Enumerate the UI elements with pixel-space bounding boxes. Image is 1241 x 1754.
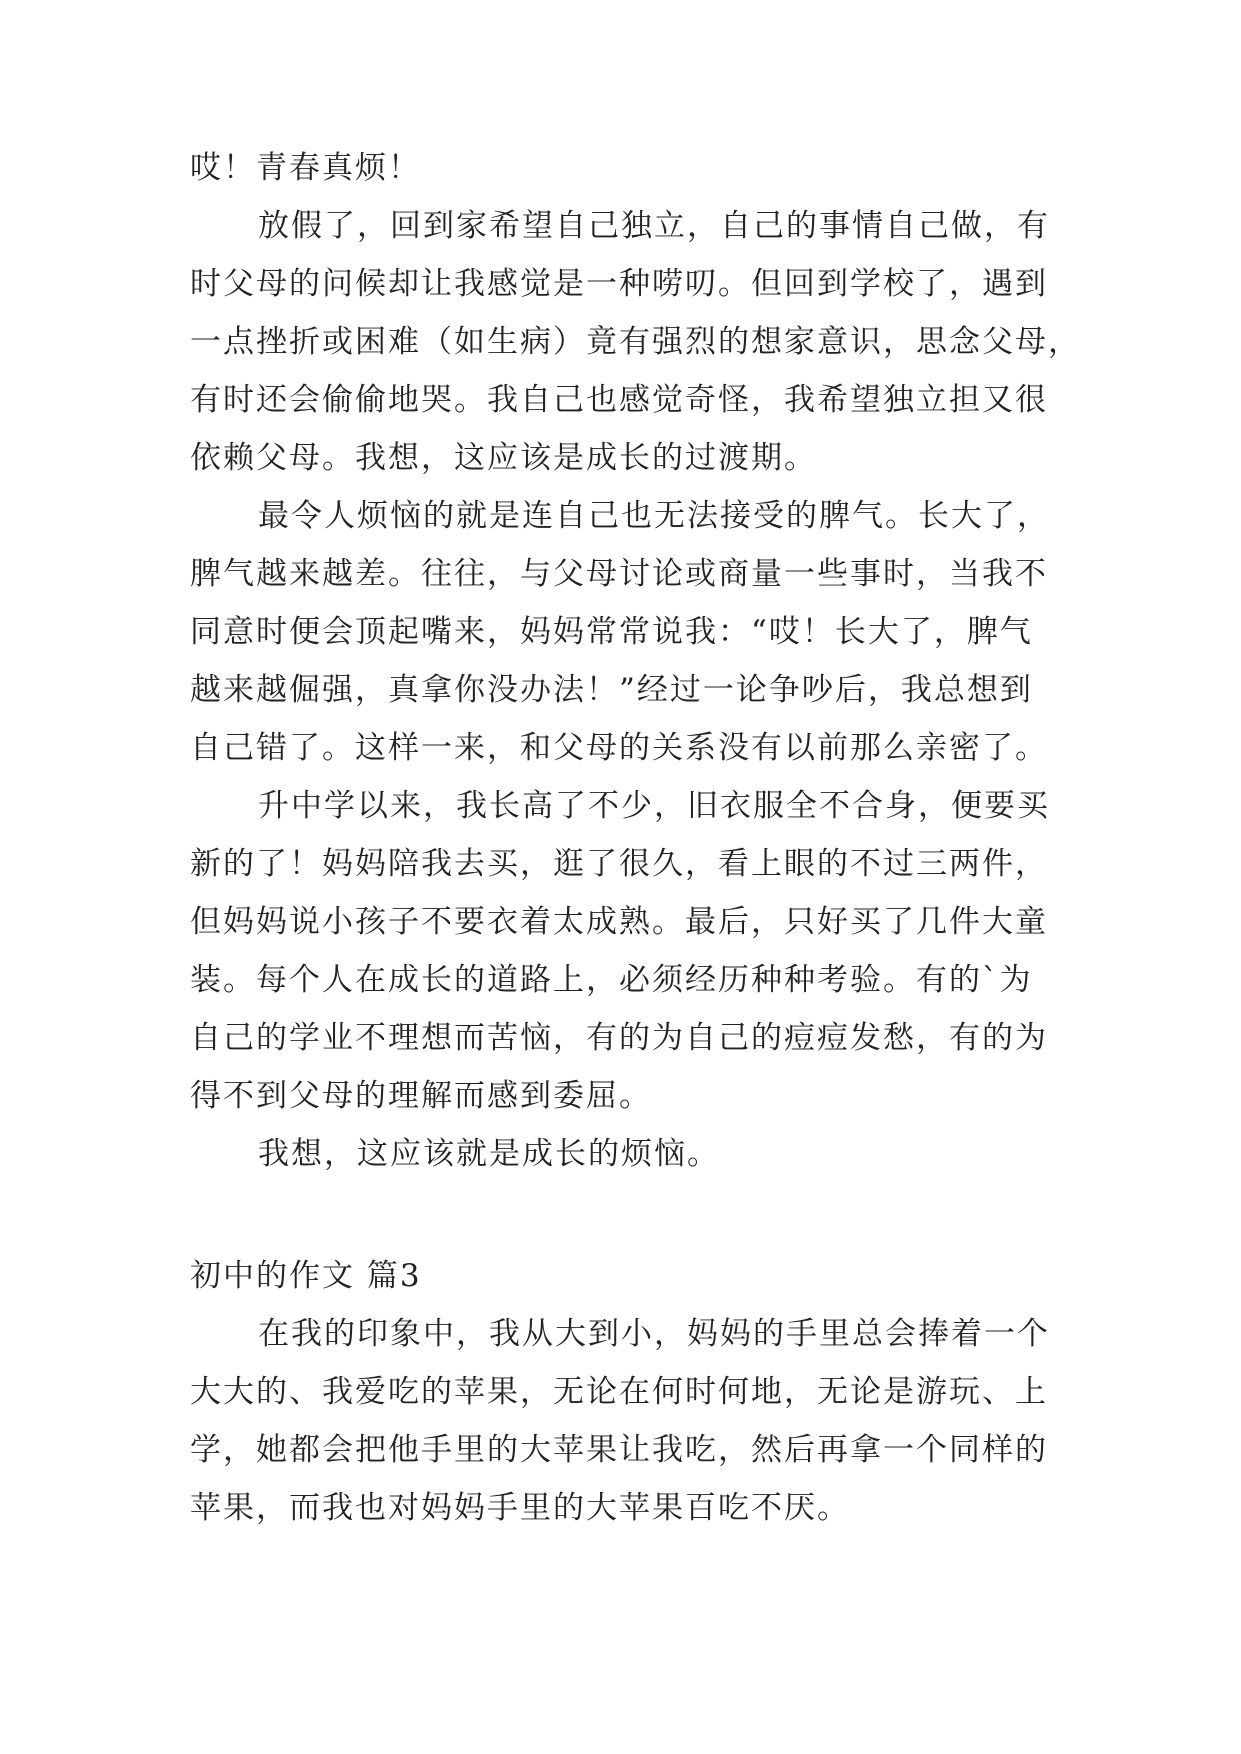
paragraph-3 [190,786,1060,1116]
paragraph-line: 有时还会偷偷地哭。我自己也感觉奇怪，我希望独立担又很 [190,382,1048,418]
paragraph-line: 苹果，而我也对妈妈手里的大苹果百吃不厌。 [190,1490,850,1526]
paragraph-line: 装。每个人在成长的道路上，必须经历种种考验。有的`为 [190,962,1033,998]
paragraph-line: 最令人烦恼的就是连自己也无法接受的脾气。长大了， [258,498,1050,534]
paragraph-line: 新的了！妈妈陪我去买，逛了很久，看上眼的不过三两件， [190,846,1048,882]
paragraph-line: 脾气越来越差。往往，与父母讨论或商量一些事时，当我不 [190,556,1048,592]
paragraph-1 [190,206,1081,478]
section-heading: 初中的作文 篇3 [190,1258,422,1294]
paragraph-line: 时父母的问候却让我感觉是一种唠叨。但回到学校了，遇到 [190,266,1048,302]
paragraph-line: 自己的学业不理想而苦恼，有的为自己的痘痘发愁，有的为 [190,1020,1048,1056]
closing-line: 哎！青春真烦！ [190,150,421,186]
paragraph-5 [190,1314,1060,1528]
paragraph-line: 放假了，回到家希望自己独立，自己的事情自己做，有 [258,208,1050,244]
paragraph-line: 学，她都会把他手里的大苹果让我吃，然后再拿一个同样的 [190,1432,1048,1468]
essay-section-2-heading-block [190,1256,1060,1296]
essay-section-1 [190,148,1060,188]
paragraph-line: 在我的印象中，我从大到小，妈妈的手里总会捧着一个 [258,1316,1050,1352]
paragraph-line: 依赖父母。我想，这应该是成长的过渡期。 [190,440,817,476]
paragraph-line: 一点挫折或困难（如生病）竟有强烈的想家意识，思念父母， [190,324,1081,360]
paragraph-line: 得不到父母的理解而感到委屈。 [190,1078,652,1114]
paragraph-line: 越来越倔强，真拿你没办法！”经过一论争吵后，我总想到 [190,672,1033,708]
paragraph-line: 升中学以来，我长高了不少，旧衣服全不合身，便要买 [258,788,1050,824]
paragraph-line: 我想，这应该就是成长的烦恼。 [258,1136,720,1172]
paragraph-line: 大大的、我爱吃的苹果，无论在何时何地，无论是游玩、上 [190,1374,1048,1410]
paragraph-line: 但妈妈说小孩子不要衣着太成熟。最后，只好买了几件大童 [190,904,1048,940]
paragraph-2 [190,496,1060,768]
paragraph-line: 自己错了。这样一来，和父母的关系没有以前那么亲密了。 [190,730,1048,766]
paragraph-4 [190,1134,1060,1174]
paragraph-line: 同意时便会顶起嘴来，妈妈常常说我：“哎！长大了，脾气 [190,614,1033,650]
